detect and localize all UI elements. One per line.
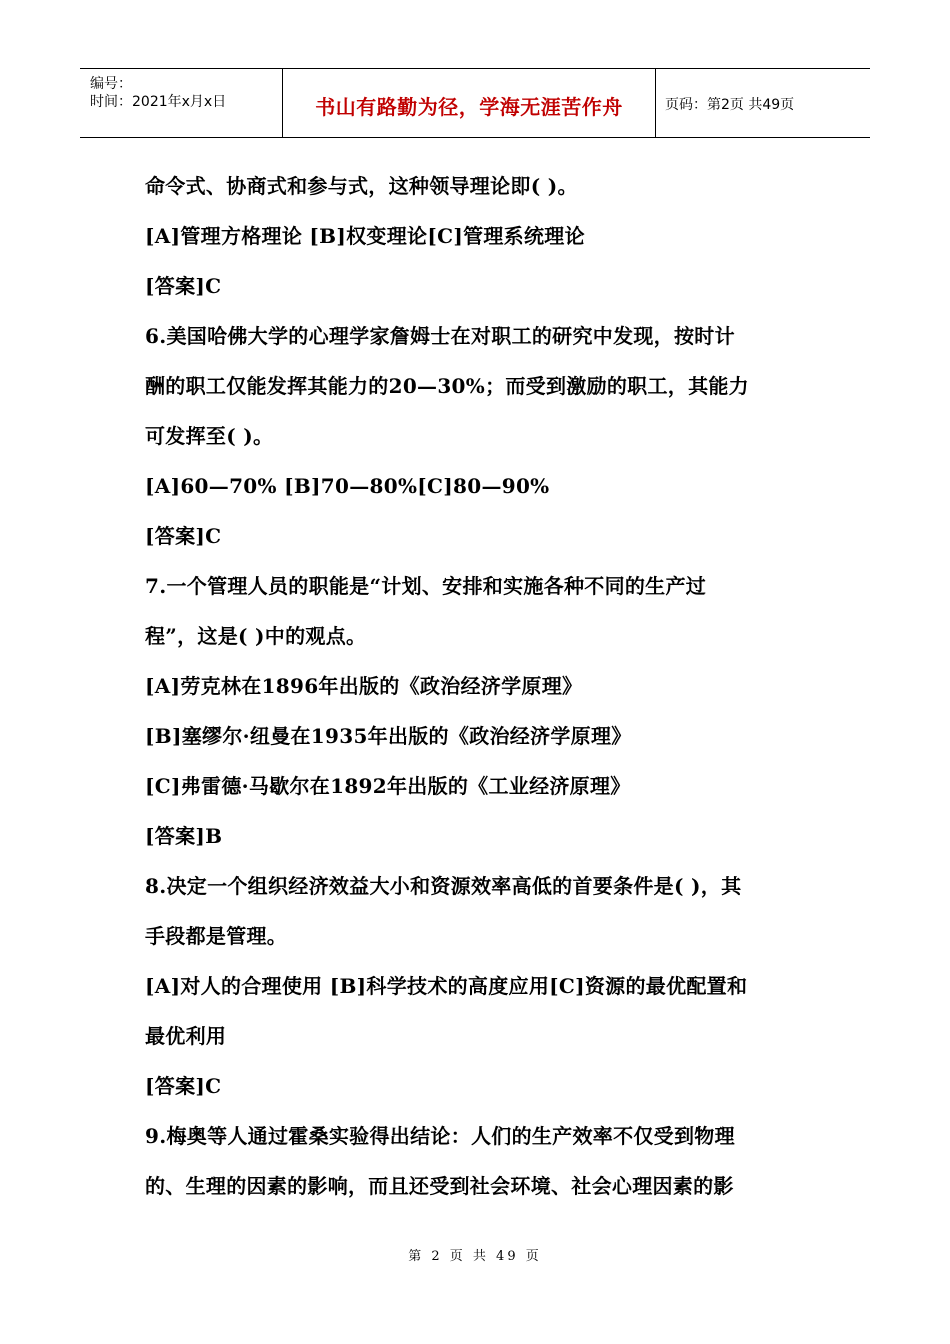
page-info: 页码：第2页 共49页 <box>665 97 795 113</box>
body-line: [答案]C <box>145 524 222 548</box>
body-line: 程”，这是( )中的观点。 <box>145 624 367 648</box>
body-line: 7.一个管理人员的职能是“计划、安排和实施各种不同的生产过 <box>145 574 707 598</box>
date-label: 时间：2021年x月x日 <box>90 94 227 110</box>
body-line: [A]劳克林在1896年出版的《政治经济学原理》 <box>145 674 583 698</box>
body-line: 6.美国哈佛大学的心理学家詹姆士在对职工的研究中发现，按时计 <box>145 324 735 348</box>
body-line: [A]对人的合理使用 [B]科学技术的高度应用[C]资源的最优配置和 <box>145 974 748 998</box>
body-line: 可发挥至( )。 <box>145 424 274 448</box>
body-line: [B]塞缪尔·纽曼在1935年出版的《政治经济学原理》 <box>145 724 632 748</box>
body-line: 的、生理的因素的影响，而且还受到社会环境、社会心理因素的影 <box>145 1174 734 1198</box>
document-body <box>145 166 810 1216</box>
body-line: 命令式、协商式和参与式，这种领导理论即( )。 <box>145 174 578 198</box>
body-line: 酬的职工仅能发挥其能力的20—30%；而受到激励的职工，其能力 <box>145 374 749 398</box>
page-footer: 第 2 页 共 49 页 <box>408 1249 542 1264</box>
body-line: [A]管理方格理论 [B]权变理论[C]管理系统理论 <box>145 224 585 248</box>
serial-number-label: 编号： <box>90 76 132 92</box>
body-line: 9.梅奥等人通过霍桑实验得出结论：人们的生产效率不仅受到物理 <box>145 1124 735 1148</box>
body-line: 手段都是管理。 <box>145 924 288 948</box>
body-line: [答案]C <box>145 1074 222 1098</box>
document-header <box>80 68 870 138</box>
body-line: [C]弗雷德·马歇尔在1892年出版的《工业经济原理》 <box>145 774 631 798</box>
header-page-cell <box>655 69 870 137</box>
body-line: [A]60—70% [B]70—80%[C]80—90% <box>145 474 550 498</box>
body-line: [答案]C <box>145 274 222 298</box>
motto-text: 书山有路勤为径，学海无涯苦作舟 <box>315 95 623 119</box>
body-line: 8.决定一个组织经济效益大小和资源效率高低的首要条件是( )，其 <box>145 874 742 898</box>
header-motto-cell <box>282 69 656 137</box>
body-line: 最优利用 <box>145 1024 227 1048</box>
header-left-cell <box>80 69 282 137</box>
body-line: [答案]B <box>145 824 223 848</box>
